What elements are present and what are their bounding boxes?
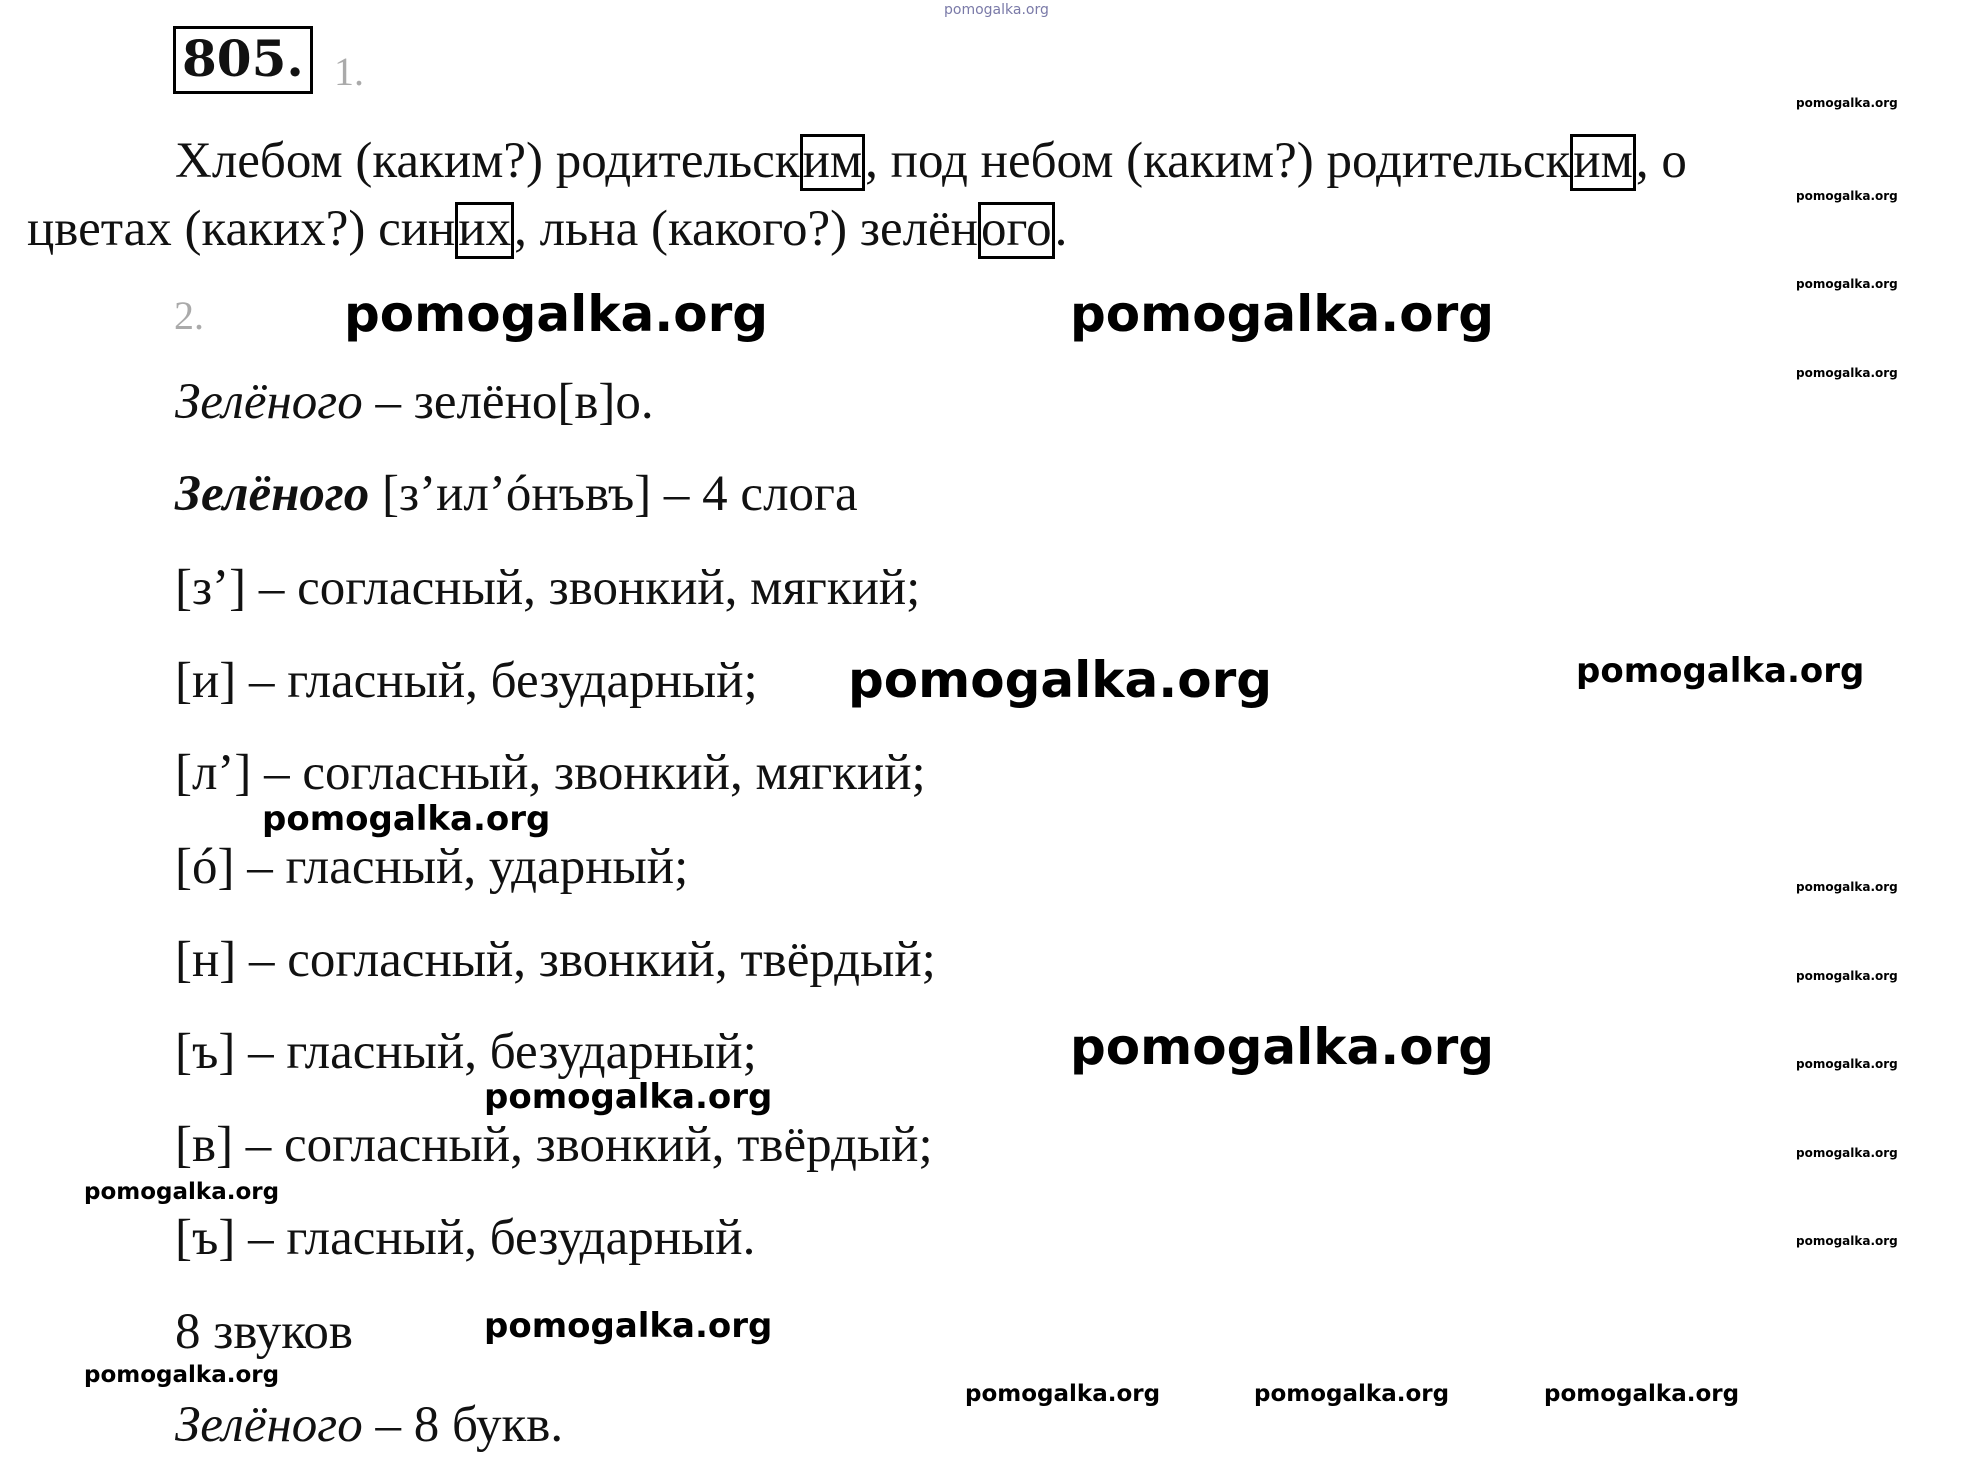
line1-part-b: , под небом (каким?) родительск — [865, 133, 1571, 189]
text-line-3 — [175, 374, 654, 430]
text-line-1 — [175, 134, 1687, 191]
exercise-number: 805. — [173, 26, 313, 94]
text-line-4 — [175, 466, 858, 522]
letters-line — [175, 1397, 564, 1453]
watermark: pomogalka.org — [1796, 1146, 1898, 1160]
watermark: pomogalka.org — [1796, 277, 1898, 291]
line2-part-a: цветах (каких?) син — [27, 201, 456, 257]
sounds-count: 8 звуков — [175, 1304, 354, 1360]
line2-part-c: . — [1054, 201, 1068, 257]
sound-line: [и] – гласный, безударный; — [175, 653, 758, 709]
watermark: pomogalka.org — [84, 1362, 280, 1388]
watermark: pomogalka.org — [1796, 969, 1898, 983]
line3-rest: – зелёно[в]о. — [362, 374, 654, 430]
line1-part-c: , о — [1635, 133, 1687, 189]
watermark: pomogalka.org — [262, 799, 551, 839]
line2-part-b: , льна (какого?) зелён — [514, 201, 978, 257]
watermark: pomogalka.org — [1576, 651, 1865, 691]
ending-box: им — [800, 134, 866, 191]
watermark: pomogalka.org — [484, 1306, 773, 1346]
part2-label: 2. — [174, 293, 204, 338]
word-italic: Зелёного — [175, 374, 363, 430]
watermark: pomogalka.org — [1796, 1234, 1898, 1248]
watermark: pomogalka.org — [1796, 189, 1898, 203]
ending-box: им — [1570, 134, 1636, 191]
sound-line: [в] – согласный, звонкий, твёрдый; — [175, 1117, 933, 1173]
sound-line: [ъ] – гласный, безударный; — [175, 1024, 757, 1080]
sound-line: [з’] – согласный, звонкий, мягкий; — [175, 560, 921, 616]
part1-label: 1. — [334, 49, 364, 94]
word-italic: Зелёного — [175, 1397, 363, 1453]
watermark: pomogalka.org — [1796, 1057, 1898, 1071]
sound-line: [ъ] – гласный, безударный. — [175, 1210, 756, 1266]
watermark: pomogalka.org — [344, 285, 769, 343]
letters-rest: – 8 букв. — [362, 1397, 564, 1453]
watermark: pomogalka.org — [1544, 1381, 1740, 1407]
sound-line: [ó] – гласный, ударный; — [175, 839, 689, 895]
ending-box: их — [455, 202, 514, 259]
watermark: pomogalka.org — [1796, 366, 1898, 380]
watermark: pomogalka.org — [1070, 285, 1495, 343]
watermark: pomogalka.org — [1796, 880, 1898, 894]
watermark: pomogalka.org — [965, 1381, 1161, 1407]
watermark: pomogalka.org — [1796, 96, 1898, 110]
watermark: pomogalka.org — [84, 1179, 280, 1205]
line4-rest: [з’ил’óнъвъ] – 4 слога — [369, 466, 858, 522]
watermark: pomogalka.org — [1070, 1018, 1495, 1076]
line1-part-a: Хлебом (каким?) родительск — [175, 133, 800, 189]
ending-box: ого — [978, 202, 1055, 259]
word-bold-italic: Зелёного — [175, 466, 370, 522]
watermark: pomogalka.org — [484, 1077, 773, 1117]
sound-line: [л’] – согласный, звонкий, мягкий; — [175, 745, 926, 801]
text-line-2 — [27, 202, 1067, 259]
watermark-top: pomogalka.org — [944, 2, 1049, 18]
watermark: pomogalka.org — [848, 651, 1273, 709]
sound-line: [н] – согласный, звонкий, твёрдый; — [175, 932, 936, 988]
watermark: pomogalka.org — [1254, 1381, 1450, 1407]
